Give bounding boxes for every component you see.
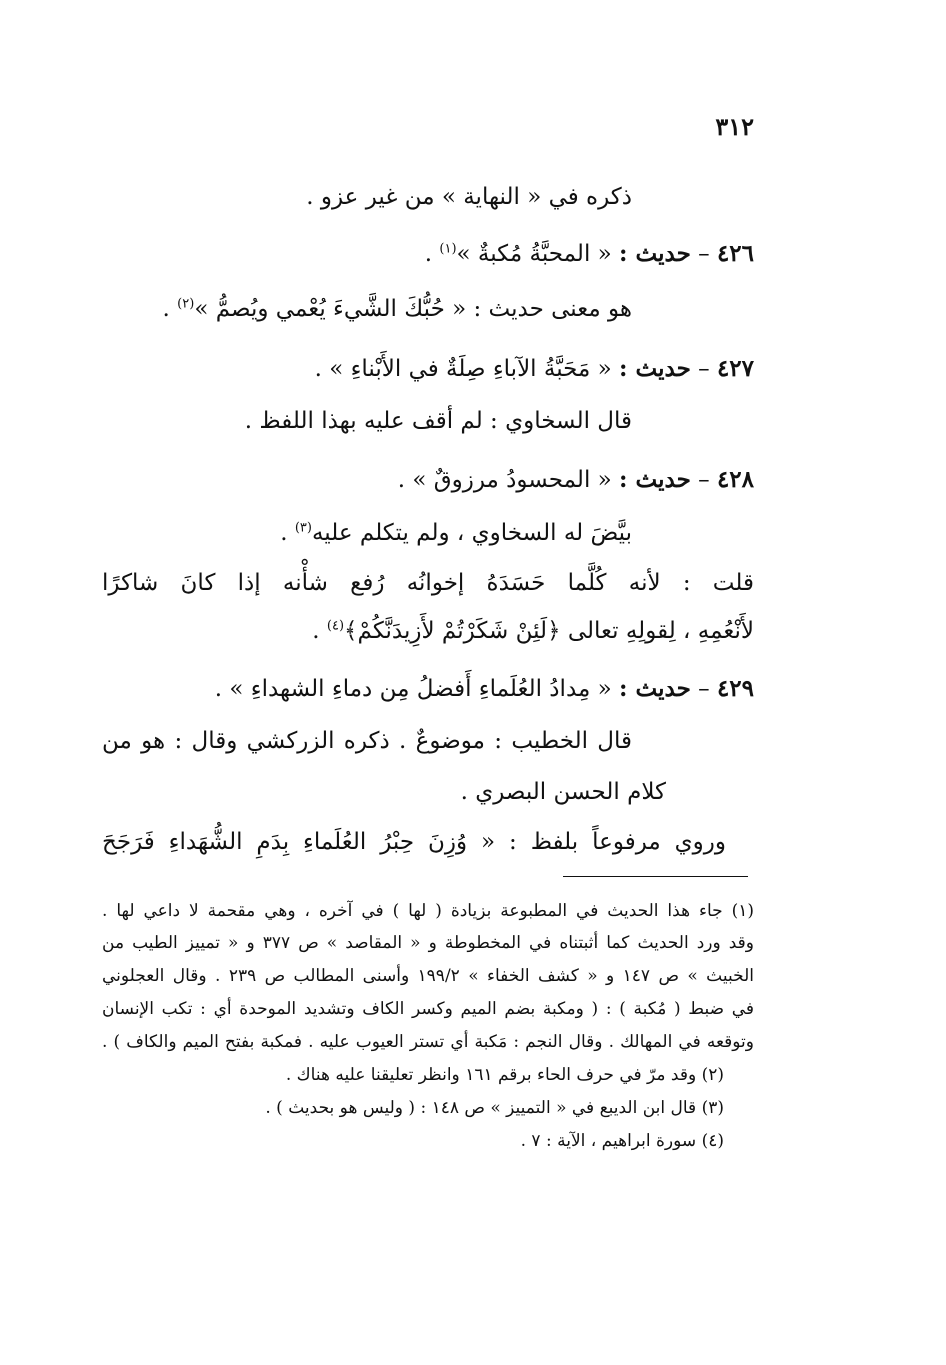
intro-line: ذكره في « النهاية » من غير عزو . (306, 184, 632, 210)
hadith-428-remark-line1: قلت : لأنه كُلَّما حَسَدَهُ إخوانُه رُفع شأْنه إذا كانَ شاكرًا (102, 570, 754, 596)
footnote-4: (٤) سورة ابراهيم ، الآية : ٧ . (520, 1131, 724, 1151)
hadith-text: « المحبَّةُ مُكبةٌ » (456, 241, 612, 267)
hadith-keyword: حديث : (619, 675, 691, 702)
footnote-marker-1: (١) (439, 241, 457, 257)
footnote-1-line1: (١) جاء هذا الحديث في المطبوعة بزيادة ( لها ) في آخره ، وهي مقحمة لا داعي لها . (102, 901, 754, 921)
footnote-3: (٣) قال ابن الديبع في « التمييز » ص ١٤٨ : ( وليس هو بحديث ) . (265, 1098, 724, 1118)
hadith-text: « مَحَبَّةُ الآباءِ صِلَةٌ في الأَبْناءِ » . (314, 356, 612, 382)
hadith-429-comment-line2: كلام الحسن البصري . (460, 779, 666, 805)
footnote-2: (٢) وقد مرّ في حرف الحاء برقم ١٦١ وانظر تعليقنا عليه هناك . (285, 1065, 724, 1085)
line-end: . (312, 618, 320, 644)
page-number: ٣١٢ (715, 112, 754, 141)
hadith-426-heading (425, 237, 754, 271)
footnote-1-line3: الخبيث » ص ١٤٧ و « كشف الخفاء » ١٩٩/٢ وأسنى المطالب ص ٢٣٩ . وقال العجلوني (102, 966, 755, 986)
comment-text: بيَّضَ له السخاوي ، ولم يتكلم عليه (311, 520, 632, 546)
hadith-428-heading (398, 463, 754, 497)
line-end: . (280, 520, 288, 546)
hadith-text: « مِدادُ العُلَماءِ أَفضلُ مِن دماءِ الشهداءِ » . (214, 676, 612, 702)
line-end: . (424, 241, 433, 267)
quran-quote: لأَنْعُمِهِ ، لِقولِهِ تعالى ﴿لَئِنْ شَكَرْتُمْ لأَزِيدَنَّكُمْ﴾ (344, 618, 754, 644)
hadith-428-remark-line2 (312, 614, 754, 648)
line-end: . (162, 296, 170, 322)
hadith-keyword: حديث : (619, 466, 691, 493)
hadith-429-heading (215, 672, 754, 706)
dash: – (698, 467, 710, 493)
dash: – (698, 676, 710, 702)
hadith-426-comment (163, 292, 632, 326)
footnote-marker-3: (٣) (294, 520, 312, 536)
footnote-separator (563, 876, 748, 877)
hadith-429-comment-line3: وروي مرفوعاً بلفظ : « وُزِنَ حِبْرُ العُلَماءِ بِدَمِ الشُّهَداءِ فَرَجَحَ (102, 829, 726, 855)
hadith-427-heading (315, 352, 754, 386)
dash: – (698, 356, 710, 382)
hadith-number: ٤٢٩ (716, 675, 754, 702)
hadith-number: ٤٢٧ (716, 355, 754, 382)
footnote-1-line5: وتوقعه في المهالك . وقال النجم : مَكبة أي تستر العيوب عليه . فمكبة بفتح الميم والكاف ) . (102, 1032, 754, 1052)
hadith-keyword: حديث : (619, 355, 691, 382)
comment-text: هو معنى حديث : « حُبُّكَ الشَّيءَ يُعْمي ويُصمُّ » (194, 296, 632, 322)
hadith-number: ٤٢٦ (716, 240, 754, 267)
dash: – (698, 241, 710, 267)
hadith-number: ٤٢٨ (716, 466, 754, 493)
hadith-427-comment: قال السخاوي : لم أقف عليه بهذا اللفظ . (244, 408, 632, 434)
hadith-429-comment-line1: قال الخطيب : موضوعٌ . ذكره الزركشي وقال : هو من (102, 728, 632, 754)
footnote-marker-2: (٢) (177, 296, 195, 312)
footnote-1-line2: وقد ورد الحديث كما أثبتناه في المخطوطة و « المقاصد » ص ٣٧٧ و « تمييز الطيب من (102, 933, 754, 953)
hadith-keyword: حديث : (619, 240, 691, 267)
hadith-428-comment (280, 516, 632, 550)
footnote-marker-4: (٤) (326, 618, 345, 634)
footnote-1-line4: في ضبط ( مُكبة ) : ( ومكبة بضم الميم وكسر الكاف وتشديد الموحدة أي : تكب الإنسان (102, 999, 754, 1019)
hadith-text: « المحسودُ مرزوقٌ » . (397, 467, 612, 493)
